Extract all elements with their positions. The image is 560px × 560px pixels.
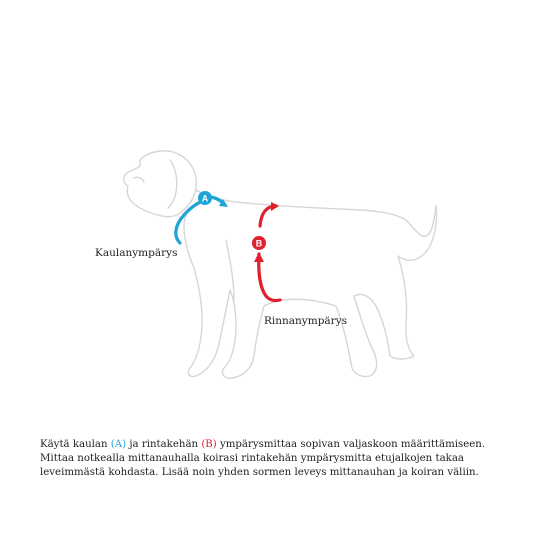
instructions-line-3: leveimmästä kohdasta. Lisää noin yhden sormen leveys mittanauhan ja koiran väliin. [40, 467, 479, 478]
instructions-mark-b: (B) [201, 439, 217, 450]
instructions-line-1-start: Käytä kaulan [40, 439, 111, 450]
instructions-line-1-end: ympärysmittaa sopivan valjaskoon määrittämiseen. [216, 439, 486, 450]
instructions-line-1-middle: ja rintakehän [126, 439, 202, 450]
neck-circumference-label: Kaulanympärys [95, 247, 178, 259]
chest-measurement-arrow [254, 202, 280, 301]
marker-b [252, 236, 266, 250]
instructions-line-1 [40, 438, 520, 452]
dog-outline [124, 151, 437, 378]
instructions-mark-a: (A) [110, 439, 127, 450]
marker-b-label: B [255, 238, 263, 249]
chest-circumference-label: Rinnanympärys [264, 315, 348, 327]
marker-a [198, 191, 212, 205]
measurement-instructions [40, 438, 520, 480]
instructions-line-2: Mittaa notkealla mittanauhalla koirasi rintakehän ympärysmitta etujalkojen takaa [40, 453, 464, 464]
marker-a-label: A [201, 193, 209, 204]
